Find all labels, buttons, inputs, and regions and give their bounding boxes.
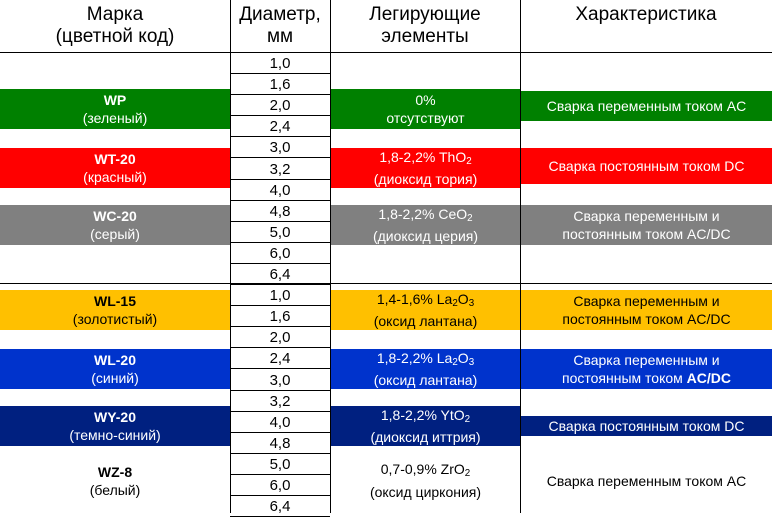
grid-line-mid bbox=[0, 283, 772, 284]
characteristic-line1: Сварка постоянным током DC bbox=[548, 158, 745, 174]
characteristic-line1: Сварка постоянным током DC bbox=[548, 418, 745, 434]
header-characteristic-line1: Характеристика bbox=[575, 4, 717, 25]
alloy-cell bbox=[331, 148, 520, 188]
brand-cell bbox=[0, 89, 230, 129]
diameter-cell: 6,4 bbox=[230, 264, 330, 285]
alloy-name: (диоксид иттрия) bbox=[370, 429, 481, 446]
alloy-cell bbox=[331, 448, 520, 513]
alloy-cell bbox=[331, 406, 520, 446]
header-diameter-line1: Диаметр, bbox=[239, 4, 321, 25]
header-elements-line2: элементы bbox=[381, 26, 469, 47]
alloy-name: (оксид циркония) bbox=[369, 483, 482, 500]
diameter-cell: 3,0 bbox=[230, 137, 330, 158]
characteristic-cell bbox=[521, 148, 772, 184]
header-characteristic bbox=[520, 4, 772, 26]
header-elements bbox=[330, 4, 520, 48]
diameter-cell: 4,0 bbox=[230, 412, 330, 433]
characteristic-line2: постоянным током AC/DC bbox=[562, 226, 731, 242]
brand-color-name: (белый) bbox=[89, 481, 141, 498]
grid-line-header-bottom bbox=[0, 52, 772, 53]
characteristic-line2: постоянным током AC/DC bbox=[562, 370, 731, 386]
alloy-name: (диоксид тория) bbox=[373, 171, 478, 188]
diameter-cell: 1,0 bbox=[230, 53, 330, 74]
header-brand-line2: (цветной код) bbox=[55, 26, 175, 47]
characteristic-line1: Сварка переменным и bbox=[573, 352, 720, 368]
characteristic-cell bbox=[521, 349, 772, 389]
characteristic-line1: Сварка переменным и bbox=[573, 293, 720, 309]
brand-cell bbox=[0, 406, 230, 446]
header-diameter-line2: мм bbox=[266, 26, 294, 47]
characteristic-line1: Сварка переменным током AC bbox=[546, 98, 747, 114]
brand-code: WL-20 bbox=[94, 352, 136, 368]
brand-cell bbox=[0, 448, 230, 513]
grid-line-char-left bbox=[520, 0, 521, 513]
characteristic-cell bbox=[521, 91, 772, 121]
brand-color-name: (зеленый) bbox=[82, 110, 148, 126]
alloy-cell bbox=[331, 205, 520, 245]
diameter-cell: 4,8 bbox=[230, 433, 330, 454]
alloy-cell bbox=[331, 290, 520, 330]
diameter-cell: 1,6 bbox=[230, 306, 330, 327]
alloy-name: (оксид лантана) bbox=[373, 372, 478, 389]
brand-code: WL-15 bbox=[94, 293, 136, 309]
diameter-cell: 2,4 bbox=[230, 116, 330, 137]
header-brand-line1: Марка bbox=[86, 4, 144, 25]
brand-color-name: (золотистый) bbox=[72, 311, 158, 327]
alloy-name: (диоксид церия) bbox=[372, 228, 479, 245]
alloy-formula: 0% bbox=[415, 92, 436, 108]
brand-color-name: (синий) bbox=[91, 370, 139, 386]
characteristic-line1: Сварка переменным током AC bbox=[546, 472, 747, 489]
alloy-formula: 1,8-2,2% La2O3 bbox=[376, 349, 475, 368]
characteristic-line2: постоянным током AC/DC bbox=[562, 311, 731, 327]
brand-color-name: (серый) bbox=[90, 226, 140, 242]
diameter-cell: 5,0 bbox=[230, 454, 330, 475]
brand-code: WT-20 bbox=[94, 151, 136, 167]
diameter-cell: 2,0 bbox=[230, 327, 330, 348]
alloy-name: (оксид лантана) bbox=[373, 313, 478, 330]
alloy-formula: 0,7-0,9% ZrO2 bbox=[380, 461, 471, 479]
header-brand bbox=[0, 4, 230, 48]
brand-code: WP bbox=[103, 92, 127, 108]
brand-code: WZ-8 bbox=[97, 463, 133, 480]
diameter-cell: 6,0 bbox=[230, 475, 330, 496]
brand-cell bbox=[0, 205, 230, 245]
diameter-cell: 2,0 bbox=[230, 95, 330, 116]
characteristic-line1: Сварка переменным и bbox=[573, 208, 720, 224]
alloy-formula: 1,8-2,2% YtO2 bbox=[380, 406, 471, 425]
brand-code: WC-20 bbox=[93, 208, 137, 224]
diameter-cell: 1,6 bbox=[230, 74, 330, 95]
brand-cell bbox=[0, 148, 230, 188]
brand-color-name: (темно-синий) bbox=[69, 427, 161, 443]
diameter-cell: 5,0 bbox=[230, 222, 330, 243]
brand-cell bbox=[0, 349, 230, 389]
header-diameter bbox=[230, 4, 330, 48]
brand-cell bbox=[0, 290, 230, 330]
alloy-name: отсутствуют bbox=[386, 110, 465, 126]
characteristic-cell bbox=[521, 416, 772, 436]
alloy-formula: 1,8-2,2% CeO2 bbox=[378, 205, 473, 224]
diameter-cell: 3,0 bbox=[230, 370, 330, 391]
alloy-formula: 1,8-2,2% ThO2 bbox=[379, 148, 472, 167]
diameter-cell: 2,4 bbox=[230, 348, 330, 369]
brand-color-name: (красный) bbox=[83, 169, 147, 185]
alloy-formula: 1,4-1,6% La2O3 bbox=[376, 290, 475, 309]
diameter-cell: 6,4 bbox=[230, 496, 330, 517]
diameter-cell: 4,0 bbox=[230, 180, 330, 201]
grid-line-diam-right bbox=[330, 0, 331, 513]
alloy-cell bbox=[331, 89, 520, 129]
grid-line-diam-left bbox=[230, 0, 231, 513]
diameter-cell: 1,0 bbox=[230, 285, 330, 306]
diameter-cell: 3,2 bbox=[230, 391, 330, 412]
characteristic-cell bbox=[521, 290, 772, 330]
diameter-cell: 3,2 bbox=[230, 159, 330, 180]
diameter-cell: 6,0 bbox=[230, 243, 330, 264]
alloy-cell bbox=[331, 349, 520, 389]
brand-code: WY-20 bbox=[93, 409, 136, 425]
diameter-cell: 4,8 bbox=[230, 201, 330, 222]
header-elements-line1: Легирующие bbox=[369, 4, 481, 25]
characteristic-cell bbox=[521, 205, 772, 245]
characteristic-cell bbox=[521, 448, 772, 513]
